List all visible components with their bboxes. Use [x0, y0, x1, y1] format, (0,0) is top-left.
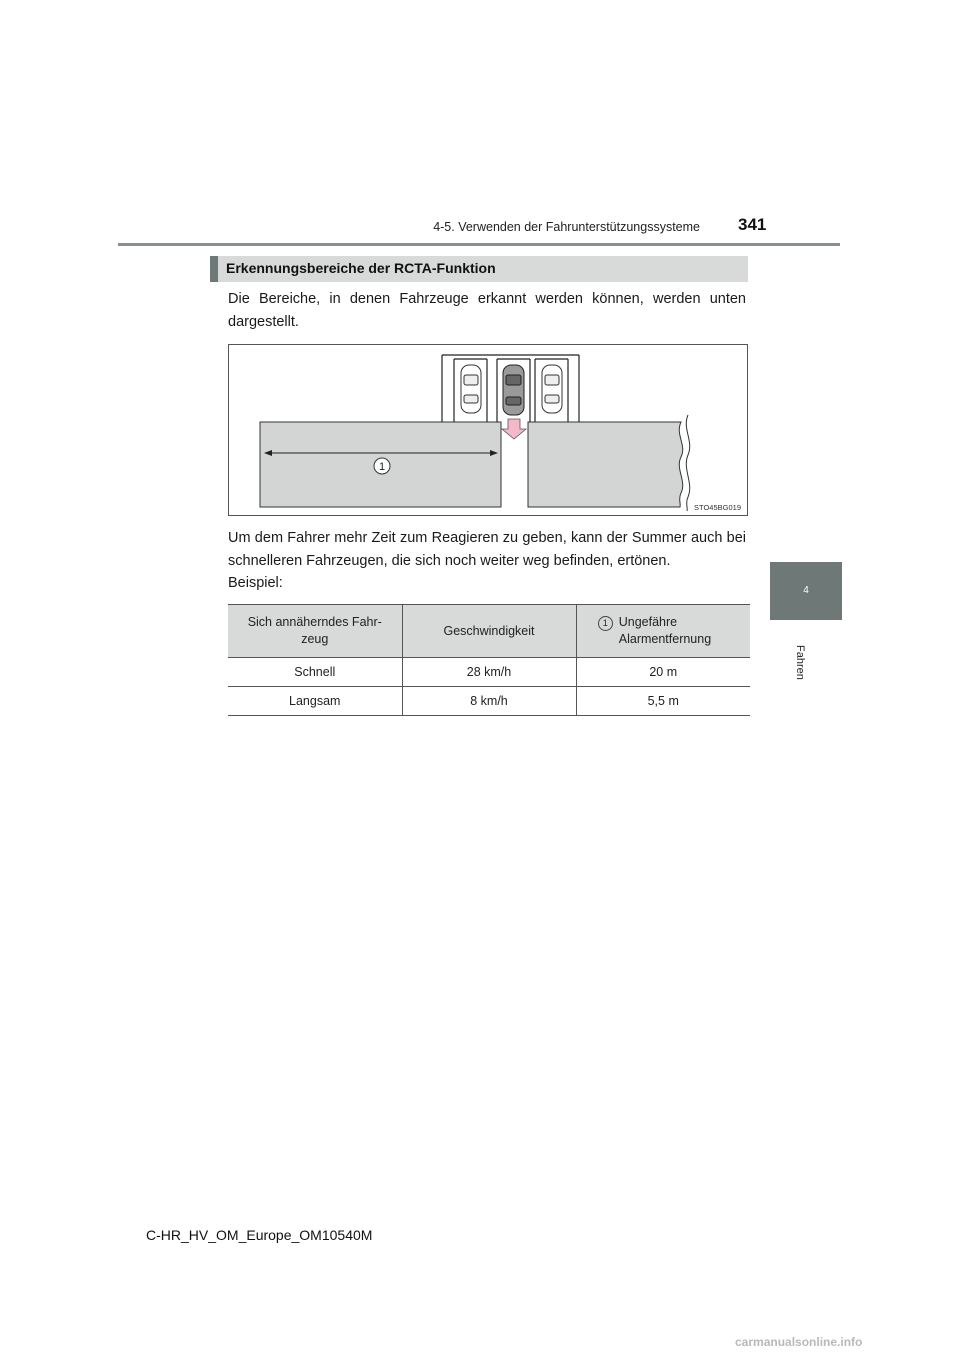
document-code: C-HR_HV_OM_Europe_OM10540M	[146, 1227, 373, 1243]
parked-car-right	[542, 365, 562, 413]
header-speed: Geschwindigkeit	[402, 605, 576, 658]
parked-car-left	[461, 365, 481, 413]
page-number: 341	[738, 215, 767, 234]
header-rule	[118, 243, 840, 246]
watermark: carmanualsonline.info	[735, 1335, 863, 1349]
cell-distance: 20 m	[576, 658, 750, 687]
intro-paragraph: Die Bereiche, in denen Fahrzeuge erkannt werden können, werden unten dargestellt.	[228, 291, 746, 330]
cell-speed: 28 km/h	[402, 658, 576, 687]
header-alarm-distance-label: Ungefähre Alarmentfernung	[618, 615, 712, 646]
figure-code: STO45BG019	[694, 503, 741, 512]
table-row	[228, 658, 750, 687]
example-label: Beispiel:	[228, 575, 283, 591]
detection-zone-right	[528, 422, 683, 507]
cell-vehicle: Langsam	[228, 687, 402, 716]
header-callout-1: 1	[598, 616, 613, 631]
section-heading-bar	[210, 256, 748, 282]
detection-area-diagram	[229, 345, 747, 515]
chapter-tab-label: Fahren	[794, 645, 806, 680]
header-approaching-vehicle: Sich annäherndes Fahr-zeug	[228, 605, 402, 658]
reverse-direction-arrow	[502, 419, 526, 439]
cell-vehicle: Schnell	[228, 658, 402, 687]
callout-1-label: 1	[378, 461, 386, 473]
cell-distance: 5,5 m	[576, 687, 750, 716]
header-section-title: 4-5. Verwenden der Fahrunterstützungssysteme	[433, 220, 700, 234]
table-header-row	[228, 605, 750, 658]
cell-speed: 8 km/h	[402, 687, 576, 716]
buzzer-paragraph: Um dem Fahrer mehr Zeit zum Reagieren zu geben, kann der Summer auch bei schnelleren Fahrzeugen, die sich noch weiter weg befinden, ertönen.	[228, 530, 746, 569]
detection-area-figure	[228, 344, 748, 516]
reversing-car	[503, 365, 524, 415]
zone-break-line	[686, 415, 689, 511]
section-heading: Erkennungsbereiche der RCTA-Funktion	[226, 260, 496, 276]
chapter-tab[interactable]	[770, 562, 842, 620]
table-row	[228, 687, 750, 716]
header-alarm-distance	[576, 605, 750, 658]
chapter-tab-number: 4	[803, 585, 809, 596]
alarm-distance-table	[228, 604, 750, 716]
